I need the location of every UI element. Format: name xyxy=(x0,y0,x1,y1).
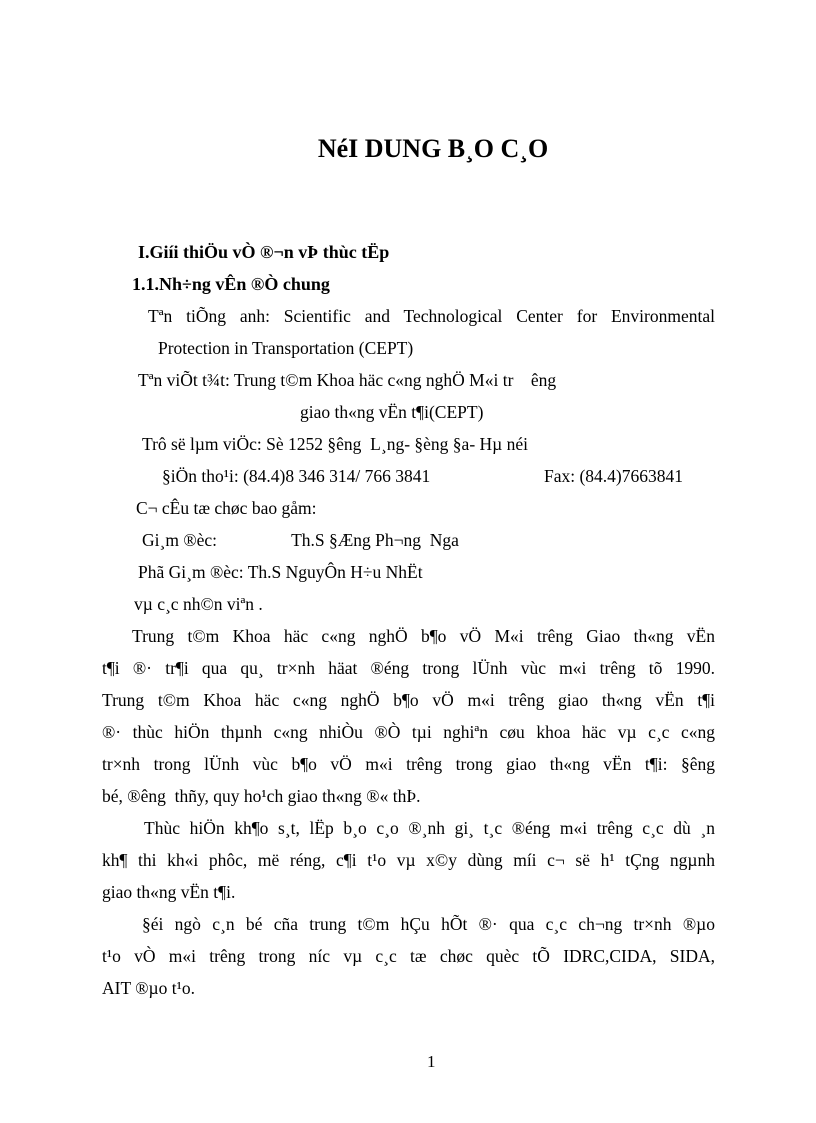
info-line-staff: vµ c¸c nh©n viªn . xyxy=(134,594,263,614)
info-line-english-name-2: Protection in Transportation (CEPT) xyxy=(158,338,414,358)
paragraph-line: Thùc hiÖn kh¶o s¸t, lËp b¸o c¸o ®¸nh gi¸ t¸c ®éng m«i trêng c¸c dù ¸n xyxy=(144,818,715,838)
paragraph-line: Trung t©m Khoa häc c«ng nghÖ b¶o vÖ M«i trêng Giao th«ng vËn xyxy=(132,626,715,646)
paragraph-line: AIT ®µo t¹o. xyxy=(102,978,195,998)
info-line-abbreviation-2: giao th«ng vËn t¶i(CEPT) xyxy=(300,402,484,422)
paragraph-line: bé, ®êng thñy, quy ho¹ch giao th«ng ®« thÞ. xyxy=(102,786,421,806)
paragraph-line: tr×nh trong lÜnh vùc b¶o vÖ m«i trêng trong giao th«ng vËn t¶i: §êng xyxy=(102,754,715,774)
paragraph-line: giao th«ng vËn t¶i. xyxy=(102,882,236,902)
paragraph-line: t¶i ®· tr¶i qua qu¸ tr×nh häat ®éng trong lÜnh vùc m«i trêng tõ 1990. xyxy=(102,658,715,678)
info-line-org-structure: C¬ cÊu tæ chøc bao gåm: xyxy=(136,498,317,518)
document-body xyxy=(102,236,715,1004)
info-line-deputy-director: Phã Gi¸m ®èc: Th.S NguyÔn H÷u NhËt xyxy=(138,562,423,582)
info-line-phone-fax: §iÖn tho¹i: (84.4)8 346 314/ 766 3841 Fax: (84.4)7663841 xyxy=(162,466,683,486)
subsection-heading: 1.1.Nh÷ng vÊn ®Ò chung xyxy=(132,274,330,294)
paragraph-line: t¹o vÒ m«i trêng trong níc vµ c¸c tæ chøc quèc tÕ IDRC,CIDA, SIDA, xyxy=(102,946,715,966)
page-number: 1 xyxy=(427,1052,436,1071)
paragraph-line: §éi ngò c¸n bé cña trung t©m hÇu hÕt ®· qua c¸c ch¬ng tr×nh ®µo xyxy=(142,914,715,934)
paragraph-line: kh¶ thi kh«i phôc, më réng, c¶i t¹o vµ x©y dùng míi c¬ së h¹ tÇng ngµnh xyxy=(102,850,715,870)
info-line-abbreviation: Tªn viÕt t¾t: Trung t©m Khoa häc c«ng nghÖ M«i tr êng xyxy=(138,370,557,390)
paragraph-line: ®· thùc hiÖn thµnh c«ng nhiÒu ®Ò tµi nghiªn cøu khoa häc vµ c¸c c«ng xyxy=(102,722,715,742)
info-line-english-name: Tªn tiÕng anh: Scientific and Technological Center for Environmental xyxy=(148,306,715,326)
paragraph-line: Trung t©m Khoa häc c«ng nghÖ b¶o vÖ m«i trêng giao th«ng vËn t¶i xyxy=(102,690,715,710)
info-line-address: Trô së lµm viÖc: Sè 1252 §êng L¸ng- §èng §a- Hµ néi xyxy=(142,434,528,454)
info-line-director: Gi¸m ®èc: Th.S §Æng Ph¬ng Nga xyxy=(142,530,459,550)
report-title: NéI DUNG B¸O C¸O xyxy=(317,134,549,163)
section-heading: I.Giíi thiÖu vÒ ®¬n vÞ thùc tËp xyxy=(138,242,390,262)
